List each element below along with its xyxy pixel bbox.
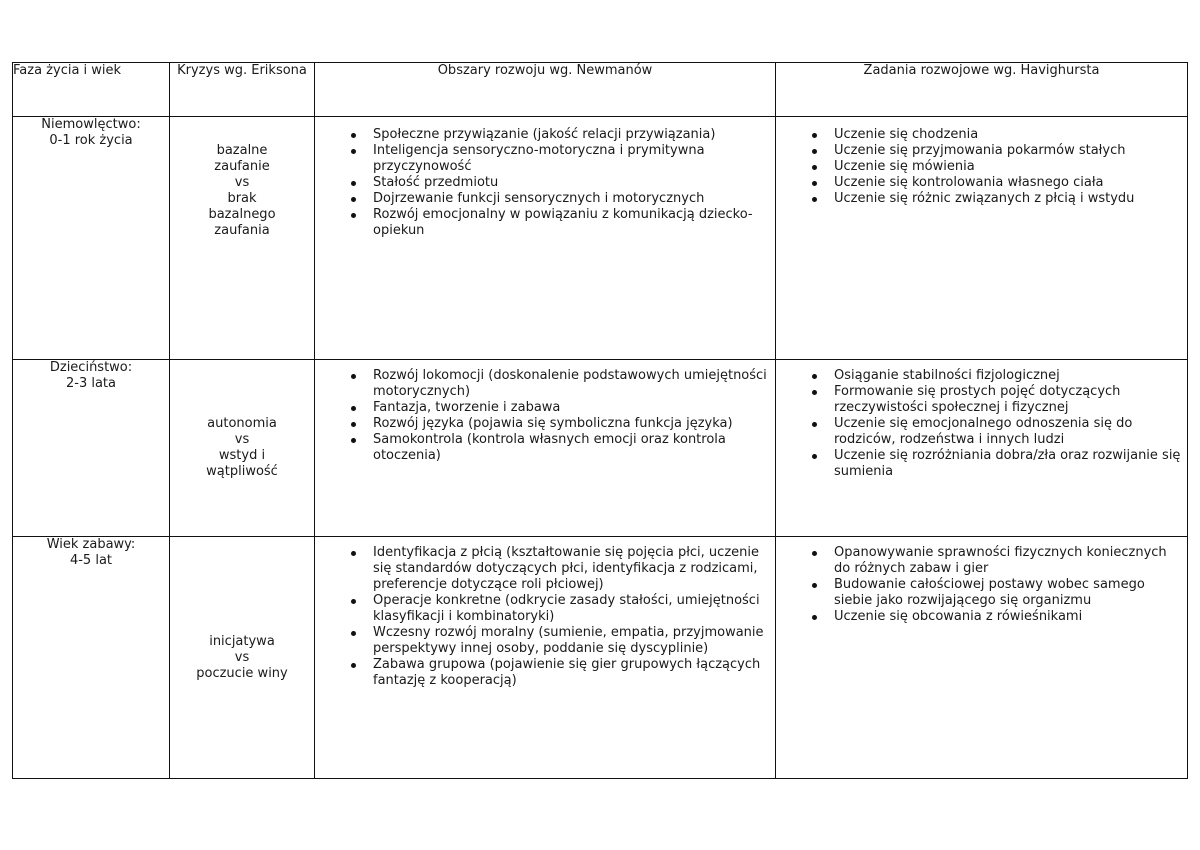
list-item-text: Zabawa grupowa (pojawienie się gier grupowych łączących fantazję z kooperacją) xyxy=(373,657,761,688)
list-item xyxy=(834,175,1181,191)
crisis-line: vs xyxy=(234,649,250,665)
bullet-icon xyxy=(812,422,817,427)
list-item-text: Uczenie się chodzenia xyxy=(834,127,979,142)
list-item xyxy=(834,609,1181,625)
phase-name: Niemowlęctwo: xyxy=(41,117,141,132)
bullet-icon xyxy=(812,133,817,138)
bullet-icon xyxy=(812,615,817,620)
list-item xyxy=(373,625,769,657)
list-item-text: Stałość przedmiotu xyxy=(373,175,499,190)
bullet-icon xyxy=(351,149,356,154)
bullet-icon xyxy=(351,631,356,636)
list-item-text: Osiąganie stabilności fizjologicznej xyxy=(834,368,1060,383)
list-item-text: Budowanie całościowej postawy wobec samego siebie jako rozwijającego się organizmu xyxy=(834,577,1145,608)
list-item xyxy=(834,191,1181,207)
list-item xyxy=(373,191,769,207)
bullet-icon xyxy=(351,438,356,443)
list-item-text: Uczenie się różnic związanych z płcią i wstydu xyxy=(834,191,1135,206)
list-item-text: Rozwój emocjonalny w powiązaniu z komunikacją dziecko-opiekun xyxy=(373,207,753,238)
crisis-line: zaufania xyxy=(214,223,270,238)
table-row xyxy=(13,360,1188,537)
crisis-cell xyxy=(170,117,315,360)
crisis-line: bazalne xyxy=(216,143,268,158)
list-item xyxy=(373,593,769,625)
crisis-line: bazalnego xyxy=(208,207,276,222)
bullet-icon xyxy=(351,197,356,202)
bullet-icon xyxy=(812,181,817,186)
crisis-line: zaufanie xyxy=(214,159,270,174)
crisis-line: inicjatywa xyxy=(209,633,275,649)
list-item xyxy=(834,416,1181,448)
havighurst-cell xyxy=(776,537,1188,779)
list-item xyxy=(834,127,1181,143)
bullet-icon xyxy=(812,149,817,154)
phase-cell xyxy=(13,360,170,537)
havighurst-list xyxy=(776,360,1187,480)
list-item-text: Uczenie się mówienia xyxy=(834,159,975,174)
list-item xyxy=(373,207,769,239)
table-row xyxy=(13,537,1188,779)
list-item-text: Inteligencja sensoryczno-motoryczna i prymitywna przyczynowość xyxy=(373,143,705,174)
list-item xyxy=(834,368,1181,384)
crisis-line: poczucie winy xyxy=(196,665,288,681)
bullet-icon xyxy=(351,374,356,379)
newman-list xyxy=(315,360,775,464)
header-havighurst: Zadania rozwojowe wg. Havighursta xyxy=(776,63,1188,117)
bullet-icon xyxy=(812,551,817,556)
list-item-text: Formowanie się prostych pojęć dotyczących rzeczywistości społecznej i fizycznej xyxy=(834,384,1121,415)
havighurst-cell xyxy=(776,360,1188,537)
list-item xyxy=(834,448,1181,480)
list-item-text: Rozwój języka (pojawia się symboliczna funkcja języka) xyxy=(373,416,733,431)
list-item xyxy=(373,175,769,191)
bullet-icon xyxy=(812,583,817,588)
bullet-icon xyxy=(351,213,356,218)
crisis-line: wstyd i xyxy=(218,448,266,463)
bullet-icon xyxy=(812,374,817,379)
list-item-text: Dojrzewanie funkcji sensorycznych i motorycznych xyxy=(373,191,705,206)
phase-cell xyxy=(13,537,170,779)
newman-cell xyxy=(315,360,776,537)
list-item xyxy=(373,127,769,143)
crisis-line: autonomia xyxy=(207,416,277,431)
havighurst-list xyxy=(776,537,1187,625)
phase-age: 4-5 lat xyxy=(69,553,113,568)
newman-cell xyxy=(315,117,776,360)
header-row xyxy=(13,63,1188,117)
bullet-icon xyxy=(351,663,356,668)
list-item-text: Samokontrola (kontrola własnych emocji oraz kontrola otoczenia) xyxy=(373,432,726,463)
list-item xyxy=(373,657,769,689)
list-item xyxy=(373,416,769,432)
crisis-line: vs xyxy=(234,175,250,190)
header-newman: Obszary rozwoju wg. Newmanów xyxy=(315,63,776,117)
bullet-icon xyxy=(351,406,356,411)
crisis-cell xyxy=(170,537,315,779)
header-crisis: Kryzys wg. Eriksona xyxy=(170,63,315,117)
bullet-icon xyxy=(812,197,817,202)
list-item xyxy=(834,143,1181,159)
phase-age: 2-3 lata xyxy=(65,376,116,391)
bullet-icon xyxy=(812,165,817,170)
list-item xyxy=(834,159,1181,175)
phase-name: Wiek zabawy: xyxy=(46,537,136,552)
table-row xyxy=(13,117,1188,360)
list-item-text: Fantazja, tworzenie i zabawa xyxy=(373,400,561,415)
list-item-text: Opanowywanie sprawności fizycznych koniecznych do różnych zabaw i gier xyxy=(834,545,1167,576)
list-item-text: Uczenie się rozróżniania dobra/zła oraz rozwijanie się sumienia xyxy=(834,448,1181,479)
list-item xyxy=(373,368,769,400)
list-item xyxy=(834,545,1181,577)
newman-list xyxy=(315,537,775,689)
development-table xyxy=(12,62,1188,779)
list-item-text: Operacje konkretne (odkrycie zasady stałości, umiejętności klasyfikacji i kombinatoryki) xyxy=(373,593,760,624)
bullet-icon xyxy=(351,133,356,138)
havighurst-cell xyxy=(776,117,1188,360)
list-item xyxy=(373,432,769,464)
list-item-text: Uczenie się emocjonalnego odnoszenia się do rodziców, rodzeństwa i innych ludzi xyxy=(834,416,1133,447)
newman-list xyxy=(315,117,775,239)
bullet-icon xyxy=(351,181,356,186)
list-item-text: Identyfikacja z płcią (kształtowanie się pojęcia płci, uczenie się standardów dotyczących płci, identyfikacja z rodzicami, preferencje dotyczące roli płciowej) xyxy=(373,545,759,592)
list-item-text: Wczesny rozwój moralny (sumienie, empatia, przyjmowanie perspektywy innej osoby, poddanie się dyscyplinie) xyxy=(373,625,764,656)
bullet-icon xyxy=(812,390,817,395)
list-item xyxy=(834,577,1181,609)
list-item xyxy=(373,143,769,175)
bullet-icon xyxy=(812,454,817,459)
list-item-text: Uczenie się kontrolowania własnego ciała xyxy=(834,175,1104,190)
havighurst-list xyxy=(776,117,1187,207)
list-item-text: Uczenie się przyjmowania pokarmów stałych xyxy=(834,143,1126,158)
bullet-icon xyxy=(351,422,356,427)
phase-age: 0-1 rok życia xyxy=(49,133,133,148)
phase-cell xyxy=(13,117,170,360)
newman-cell xyxy=(315,537,776,779)
crisis-line: vs xyxy=(234,432,250,447)
list-item-text: Społeczne przywiązanie (jakość relacji przywiązania) xyxy=(373,127,716,142)
crisis-line: brak xyxy=(227,191,257,206)
list-item-text: Rozwój lokomocji (doskonalenie podstawowych umiejętności motorycznych) xyxy=(373,368,767,399)
crisis-cell xyxy=(170,360,315,537)
bullet-icon xyxy=(351,551,356,556)
list-item-text: Uczenie się obcowania z rówieśnikami xyxy=(834,609,1083,624)
list-item xyxy=(834,384,1181,416)
list-item xyxy=(373,400,769,416)
header-phase: Faza życia i wiek xyxy=(13,63,170,117)
bullet-icon xyxy=(351,599,356,604)
list-item xyxy=(373,545,769,593)
phase-name: Dzieciństwo: xyxy=(49,360,133,375)
crisis-line: wątpliwość xyxy=(206,464,278,479)
